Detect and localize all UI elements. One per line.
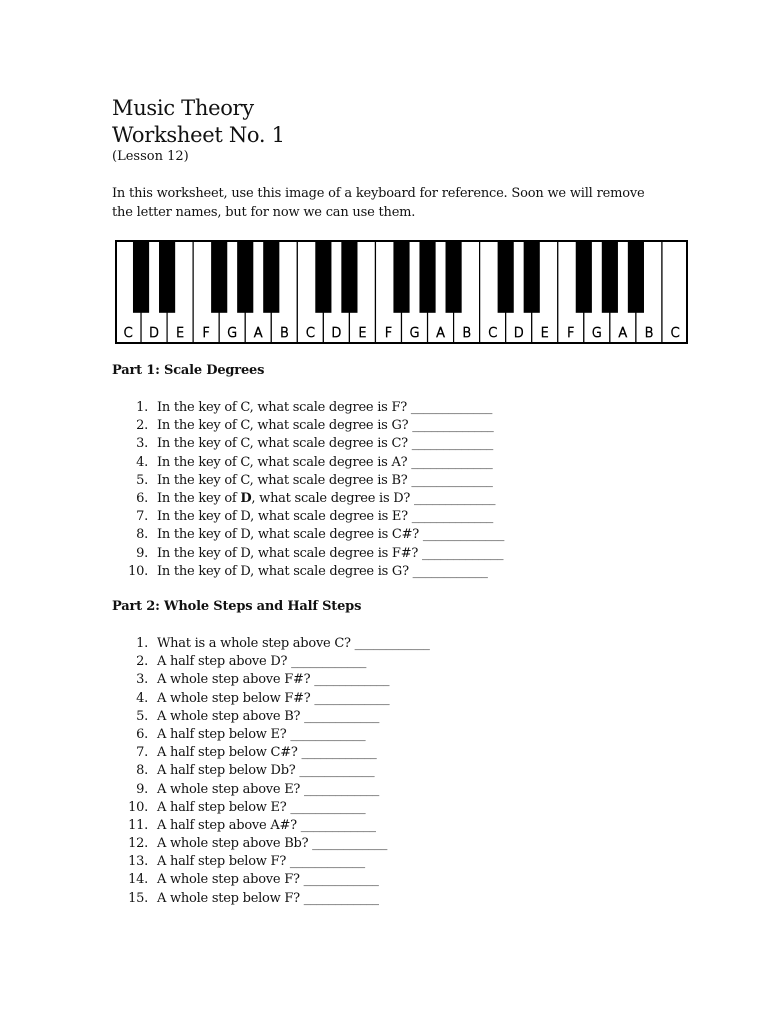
question-prompt: What is a whole step above C? bbox=[157, 636, 355, 651]
title-line-2: Worksheet No. 1 bbox=[112, 123, 285, 147]
white-key-label: G bbox=[227, 326, 238, 341]
question-text bbox=[157, 762, 374, 780]
answer-blank[interactable]: _____________ bbox=[410, 400, 493, 415]
question-prefix: In the key of bbox=[157, 490, 241, 506]
answer-blank[interactable]: _____________ bbox=[411, 436, 494, 452]
question-prefix: In the key of D, what scale degree is C#? bbox=[157, 527, 423, 543]
question-text bbox=[157, 417, 493, 435]
white-key-label: D bbox=[149, 326, 160, 341]
black-key bbox=[446, 240, 462, 313]
question-number: 15. bbox=[128, 890, 148, 906]
question-prefix: In the key of D, what scale degree is G? bbox=[157, 563, 413, 579]
intro-paragraph bbox=[112, 184, 672, 222]
white-key-label: F bbox=[202, 326, 210, 341]
answer-blank[interactable]: _____________ bbox=[422, 527, 505, 543]
black-key bbox=[133, 240, 149, 313]
question-number: 7. bbox=[136, 509, 148, 525]
black-key bbox=[393, 240, 409, 313]
answer-blank[interactable]: _____________ bbox=[411, 472, 493, 488]
question-number: 13. bbox=[128, 854, 148, 870]
black-key bbox=[159, 240, 175, 313]
black-key bbox=[628, 240, 644, 313]
question-number: 1. bbox=[136, 400, 148, 415]
question-number: 11. bbox=[128, 817, 148, 833]
answer-blank[interactable]: ____________ bbox=[291, 654, 367, 670]
black-key bbox=[524, 240, 540, 313]
question-prompt: A whole step above Bb? bbox=[157, 836, 313, 852]
question-prompt: A whole step above F? bbox=[157, 872, 304, 888]
question-text bbox=[157, 508, 493, 526]
question-number: 5. bbox=[136, 708, 148, 724]
question-key-emphasis: D bbox=[240, 490, 252, 506]
question-text bbox=[157, 708, 379, 726]
white-key-label: G bbox=[409, 326, 420, 341]
question-prompt: A half step below E? bbox=[157, 799, 291, 815]
white-key-label: F bbox=[567, 326, 575, 341]
question-number: 3. bbox=[136, 436, 148, 452]
question-number: 8. bbox=[136, 527, 148, 543]
answer-blank[interactable]: ____________ bbox=[354, 636, 430, 651]
answer-blank[interactable]: ____________ bbox=[303, 872, 379, 888]
question-prompt: A whole step below F? bbox=[157, 890, 304, 906]
question-number: 4. bbox=[136, 454, 148, 470]
question-text bbox=[157, 563, 488, 581]
black-key bbox=[419, 240, 435, 313]
black-key bbox=[263, 240, 279, 313]
question-number: 2. bbox=[136, 418, 148, 434]
question-text bbox=[157, 545, 503, 563]
question-prompt: A whole step above E? bbox=[157, 781, 305, 797]
white-key-label: A bbox=[253, 326, 263, 341]
title-line-1: Music Theory bbox=[112, 96, 254, 120]
question-text bbox=[157, 853, 365, 871]
question-text bbox=[157, 635, 430, 653]
intro-line-1: In this worksheet, use this image of a keyboard for reference. Soon we will remove bbox=[112, 186, 645, 201]
answer-blank[interactable]: ____________ bbox=[314, 672, 390, 688]
white-key-label: B bbox=[280, 326, 289, 341]
question-text bbox=[157, 653, 366, 671]
white-key-label: E bbox=[358, 326, 367, 341]
question-prompt: A whole step above B? bbox=[157, 708, 305, 724]
question-number: 4. bbox=[136, 690, 148, 706]
question-number: 10. bbox=[128, 799, 148, 815]
question-number: 9. bbox=[136, 781, 148, 797]
question-text bbox=[157, 490, 495, 508]
white-key-label: B bbox=[462, 326, 471, 341]
question-prompt: A half step above D? bbox=[157, 654, 292, 670]
question-number: 1. bbox=[136, 636, 148, 651]
question-text bbox=[157, 472, 493, 490]
white-key-label: G bbox=[591, 326, 602, 341]
black-key bbox=[315, 240, 331, 313]
answer-blank[interactable]: ____________ bbox=[290, 799, 366, 815]
question-number: 14. bbox=[128, 872, 148, 888]
answer-blank[interactable]: _____________ bbox=[421, 545, 504, 561]
part1-heading: Part 1: Scale Degrees bbox=[112, 363, 265, 378]
question-text bbox=[157, 781, 379, 799]
question-prefix: In the key of C, what scale degree is F? bbox=[157, 400, 411, 415]
answer-blank[interactable]: ____________ bbox=[299, 763, 375, 779]
question-prompt: A whole step below F#? bbox=[157, 690, 315, 706]
white-key-label: F bbox=[384, 326, 393, 341]
white-key-label: A bbox=[436, 326, 446, 341]
white-key-label: D bbox=[513, 326, 524, 341]
white-key-label: E bbox=[176, 326, 185, 341]
question-number: 6. bbox=[136, 490, 148, 506]
white-key-label: B bbox=[644, 326, 654, 341]
answer-blank[interactable]: _____________ bbox=[411, 454, 493, 470]
question-text bbox=[157, 817, 376, 835]
question-text bbox=[157, 835, 387, 853]
question-number: 6. bbox=[136, 726, 148, 742]
question-text bbox=[157, 671, 389, 689]
question-prompt: A half step below E? bbox=[157, 726, 291, 742]
answer-blank[interactable]: ____________ bbox=[303, 890, 379, 906]
black-key bbox=[498, 240, 514, 313]
question-text bbox=[157, 435, 493, 453]
answer-blank[interactable]: ____________ bbox=[304, 708, 380, 724]
question-text bbox=[157, 726, 365, 744]
question-text bbox=[157, 454, 492, 472]
question-number: 2. bbox=[136, 654, 148, 670]
black-key bbox=[237, 240, 253, 313]
question-text bbox=[157, 526, 504, 544]
white-key-label: C bbox=[670, 326, 680, 341]
question-number: 5. bbox=[136, 472, 148, 488]
question-text bbox=[157, 690, 389, 708]
answer-blank[interactable]: ____________ bbox=[312, 836, 388, 852]
question-number: 3. bbox=[136, 672, 148, 688]
question-prefix: In the key of D, what scale degree is E? bbox=[157, 509, 412, 525]
question-prefix: In the key of C, what scale degree is B? bbox=[157, 472, 412, 488]
black-key bbox=[341, 240, 357, 313]
white-key-label: D bbox=[331, 326, 342, 341]
lesson-subtitle: (Lesson 12) bbox=[112, 149, 189, 164]
question-prompt: A half step below Db? bbox=[157, 763, 300, 779]
piano-keyboard-image bbox=[115, 240, 688, 344]
answer-blank[interactable]: ____________ bbox=[300, 817, 376, 833]
question-text bbox=[157, 744, 377, 762]
question-number: 10. bbox=[128, 563, 148, 579]
question-prefix: In the key of C, what scale degree is C? bbox=[157, 436, 412, 452]
question-prompt: A whole step above F#? bbox=[157, 672, 315, 688]
question-prefix: In the key of C, what scale degree is A? bbox=[157, 454, 412, 470]
question-text bbox=[157, 871, 379, 889]
answer-blank[interactable]: ____________ bbox=[412, 563, 488, 579]
part2-heading: Part 2: Whole Steps and Half Steps bbox=[112, 599, 362, 614]
white-key-label: C bbox=[488, 326, 498, 341]
answer-blank[interactable]: _____________ bbox=[411, 509, 494, 525]
question-text bbox=[157, 799, 365, 817]
question-prefix: In the key of D, what scale degree is F#? bbox=[157, 545, 422, 561]
white-key-label: C bbox=[305, 326, 315, 341]
question-prefix: In the key of C, what scale degree is G? bbox=[157, 418, 413, 434]
answer-blank[interactable]: ____________ bbox=[290, 726, 366, 742]
question-prompt: A half step above A#? bbox=[157, 817, 301, 833]
question-suffix: , what scale degree is D? bbox=[251, 490, 415, 506]
black-key bbox=[576, 240, 592, 313]
black-key bbox=[602, 240, 618, 313]
question-text bbox=[157, 399, 492, 417]
white-key-label: C bbox=[123, 326, 133, 341]
question-text bbox=[157, 890, 379, 908]
answer-blank[interactable]: ____________ bbox=[304, 781, 380, 797]
question-prompt: A half step below C#? bbox=[157, 745, 302, 761]
intro-line-2: the letter names, but for now we can use them. bbox=[112, 205, 416, 220]
question-number: 7. bbox=[136, 745, 148, 761]
question-number: 8. bbox=[136, 763, 148, 779]
question-prompt: A half step below F? bbox=[157, 854, 290, 870]
answer-blank[interactable]: ____________ bbox=[314, 690, 390, 706]
answer-blank[interactable]: ____________ bbox=[289, 854, 365, 870]
answer-blank[interactable]: ____________ bbox=[301, 745, 377, 761]
question-number: 9. bbox=[136, 545, 148, 561]
white-key-label: A bbox=[618, 326, 628, 341]
answer-blank[interactable]: _____________ bbox=[414, 490, 496, 506]
white-key-label: E bbox=[540, 326, 549, 341]
answer-blank[interactable]: _____________ bbox=[412, 418, 494, 434]
black-key bbox=[211, 240, 227, 313]
question-number: 12. bbox=[128, 836, 148, 852]
